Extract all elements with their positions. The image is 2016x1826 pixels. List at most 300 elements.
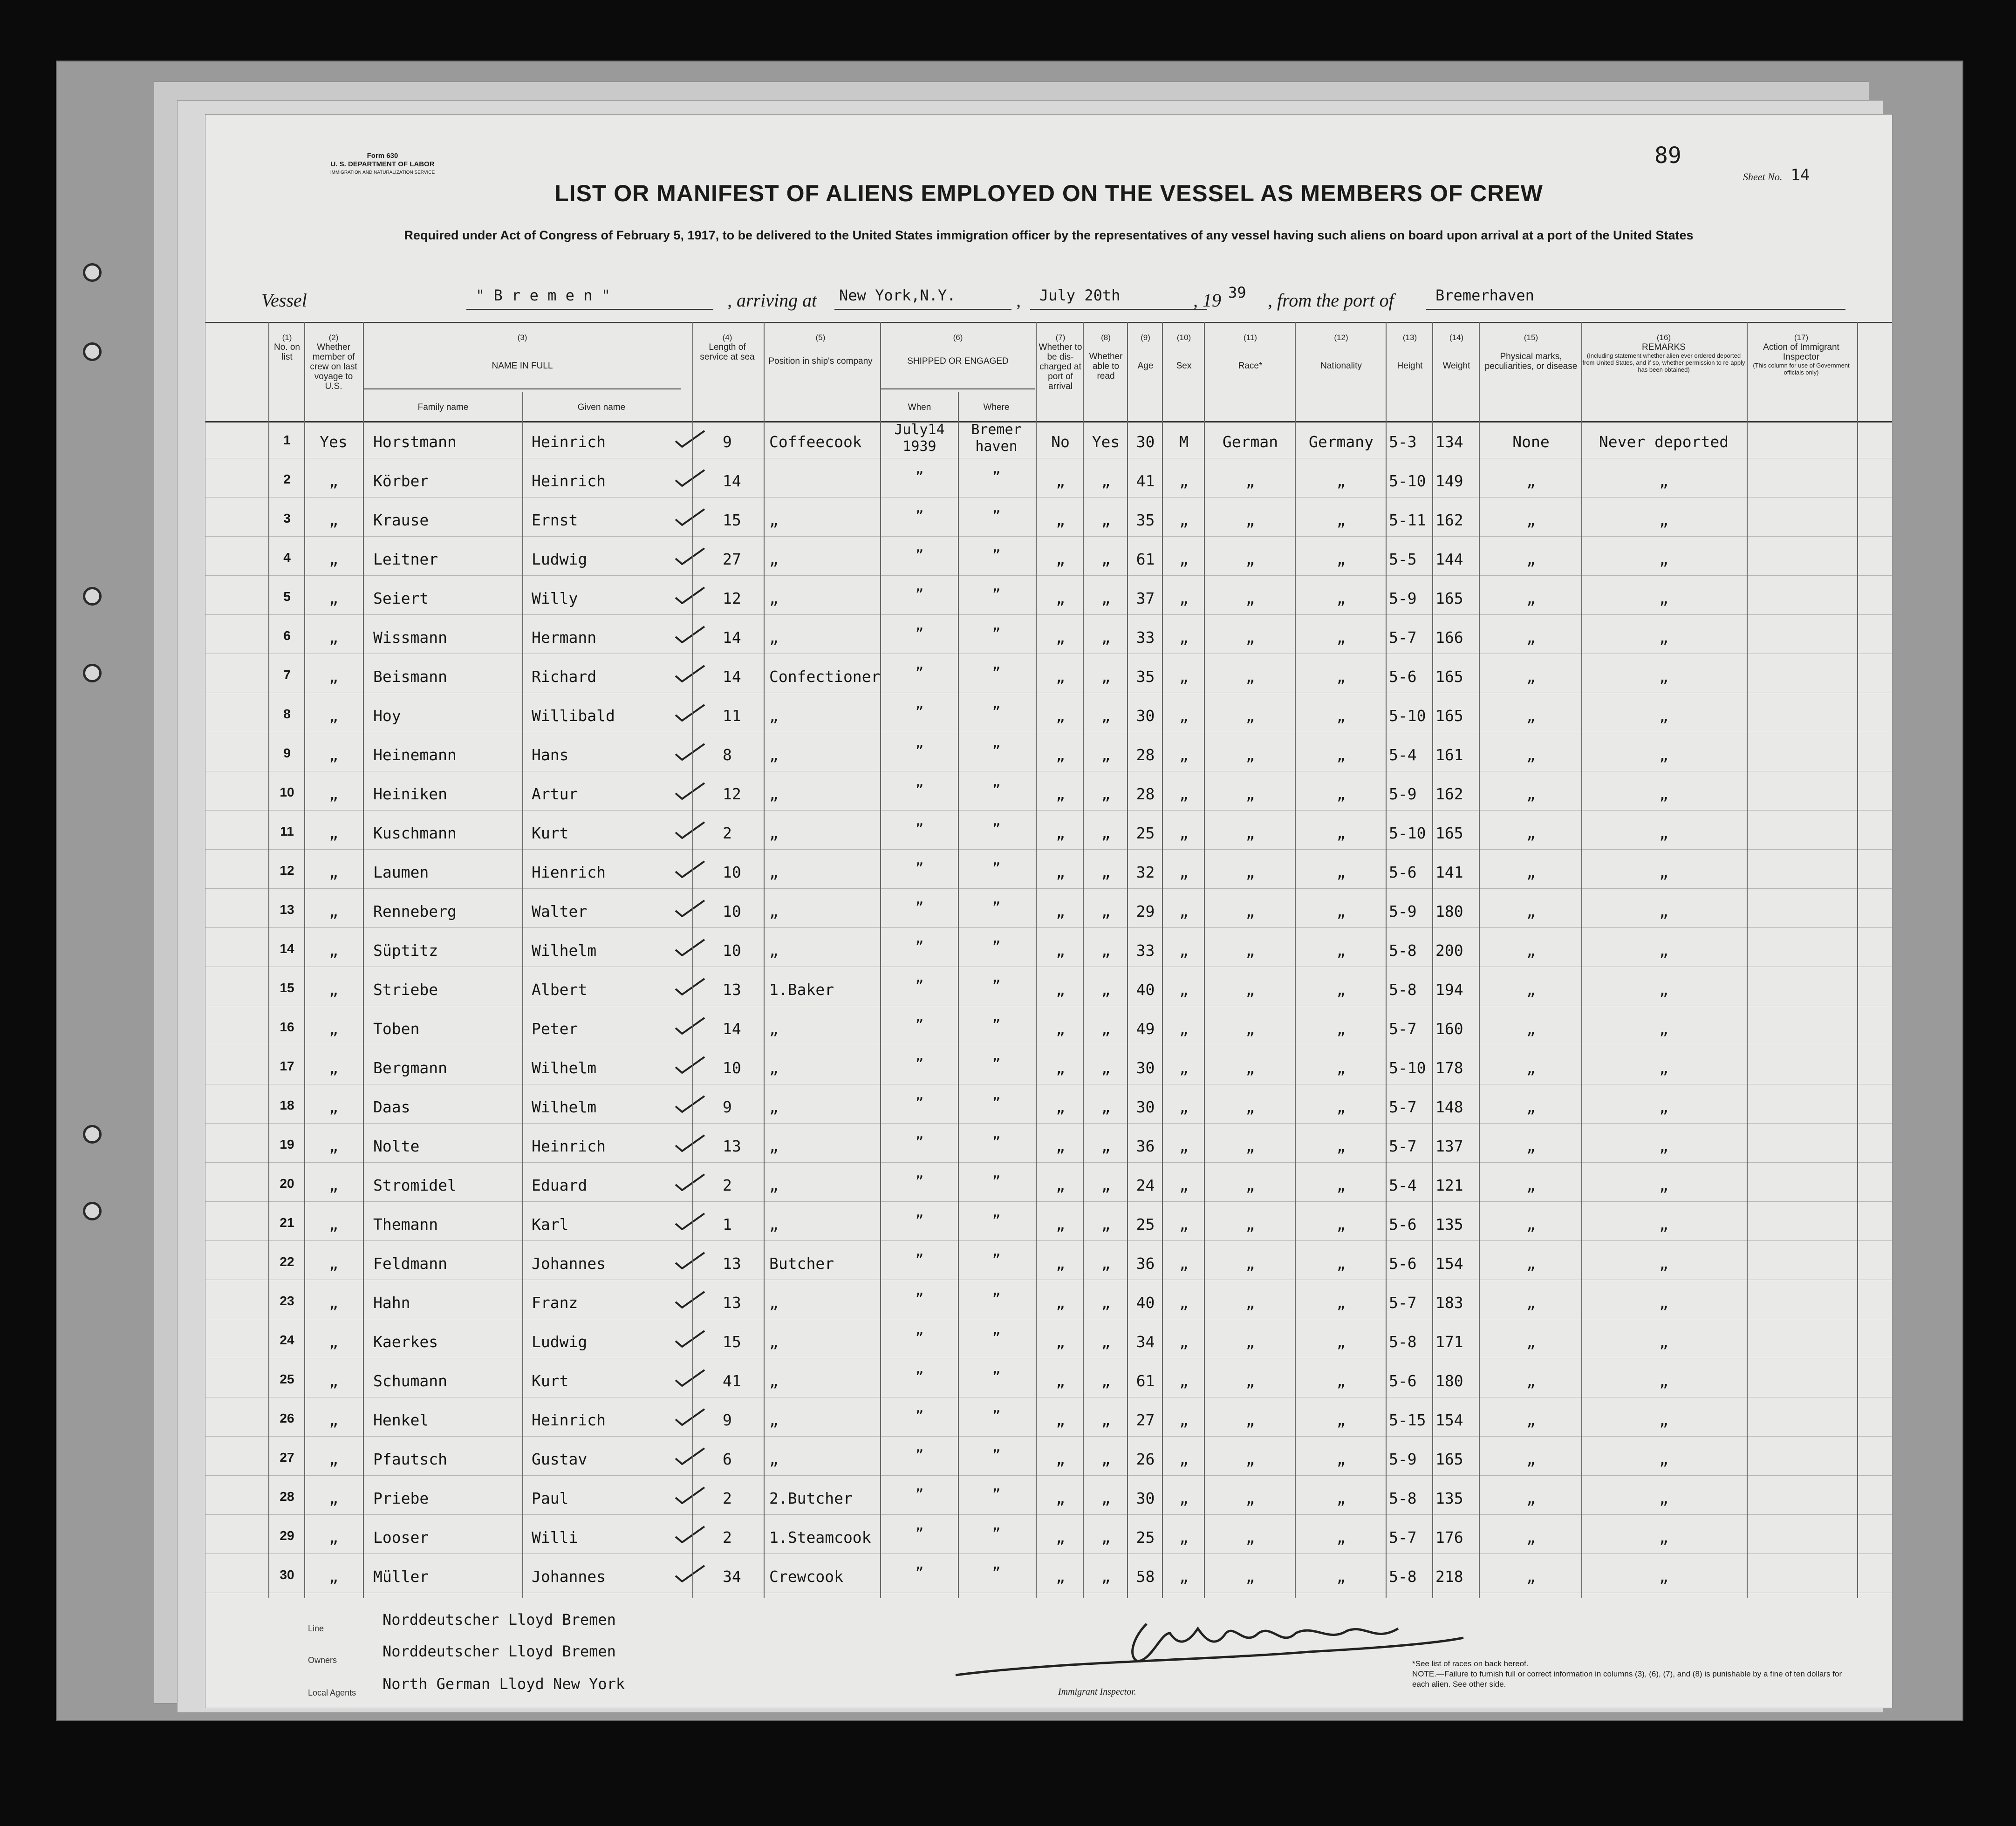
owners-value: Norddeutscher Lloyd Bremen xyxy=(383,1642,616,1660)
cell-read: „ xyxy=(1101,785,1111,803)
cell-marks: „ xyxy=(1526,1098,1536,1116)
cell-family-name: Kuschmann xyxy=(373,824,457,842)
sheet-value: 14 xyxy=(1790,166,1810,184)
cell-age: 30 xyxy=(1136,707,1155,725)
cell-race: „ xyxy=(1245,1176,1255,1194)
cell-read: Yes xyxy=(1092,433,1120,451)
cell-position: „ xyxy=(769,1176,779,1194)
row-number: 15 xyxy=(280,981,294,995)
cell-weight: 200 xyxy=(1435,941,1463,960)
col-8-num: (8) xyxy=(1101,333,1111,342)
cell-read: „ xyxy=(1101,472,1111,490)
cell-read: „ xyxy=(1101,589,1111,607)
cell-prev-voyage: „ xyxy=(329,1215,338,1233)
cell-position: 1.Baker xyxy=(769,981,834,999)
cell-when: „ xyxy=(915,617,924,634)
col-17-sub: (This column for use of Government officials only) xyxy=(1753,362,1850,376)
cell-nationality: „ xyxy=(1336,941,1346,960)
cell-family-name: Beismann xyxy=(373,668,447,686)
cell-position: „ xyxy=(769,1450,779,1468)
col-7-num: (7) xyxy=(1055,333,1066,342)
cell-service: 9 xyxy=(723,1098,732,1116)
cell-marks: None xyxy=(1512,433,1550,451)
cell-race: „ xyxy=(1245,746,1255,764)
cell-given-name: Albert xyxy=(532,981,588,999)
cell-given-name: Gustav xyxy=(532,1450,588,1468)
cell-discharged: „ xyxy=(1056,1372,1065,1390)
cell-when: „ xyxy=(915,1126,924,1142)
cell-when: „ xyxy=(915,1400,924,1416)
cell-remarks: „ xyxy=(1659,589,1668,607)
cell-race: „ xyxy=(1245,550,1255,568)
cell-sex: „ xyxy=(1179,472,1189,490)
cell-remarks: „ xyxy=(1659,1450,1668,1468)
cell-marks: „ xyxy=(1526,550,1536,568)
col-13-label: Height xyxy=(1397,361,1423,371)
form-number: Form 630 xyxy=(367,152,398,160)
row-number: 19 xyxy=(280,1137,294,1151)
table-row xyxy=(205,733,1892,771)
cell-remarks: „ xyxy=(1659,511,1668,529)
check-mark-icon xyxy=(674,1564,706,1582)
cell-given-name: Kurt xyxy=(532,1372,569,1390)
cell-remarks: „ xyxy=(1659,1528,1668,1547)
cell-weight: 135 xyxy=(1435,1215,1463,1233)
cell-position: Butcher xyxy=(769,1254,834,1273)
cell-when: „ xyxy=(915,969,924,986)
cell-prev-voyage: „ xyxy=(329,1254,338,1273)
cell-age: 29 xyxy=(1136,902,1155,920)
cell-position: „ xyxy=(769,550,779,568)
cell-given-name: Hienrich xyxy=(532,863,606,881)
cell-weight: 137 xyxy=(1435,1137,1463,1155)
cell-sex: „ xyxy=(1179,1372,1189,1390)
row-number: 29 xyxy=(280,1528,294,1543)
cell-remarks: „ xyxy=(1659,1020,1668,1038)
cell-marks: „ xyxy=(1526,824,1536,842)
check-mark-icon xyxy=(674,859,706,878)
cell-discharged: „ xyxy=(1056,785,1065,803)
cell-discharged: „ xyxy=(1056,707,1065,725)
cell-marks: „ xyxy=(1526,1059,1536,1077)
cell-remarks: „ xyxy=(1659,1411,1668,1429)
cell-weight: 149 xyxy=(1435,472,1463,490)
cell-height: 5-9 xyxy=(1389,1450,1417,1468)
cell-remarks: „ xyxy=(1659,902,1668,920)
cell-position: 2.Butcher xyxy=(769,1489,853,1507)
cell-marks: „ xyxy=(1526,785,1536,803)
cell-where: Bremer haven xyxy=(971,422,1022,455)
cell-nationality: „ xyxy=(1336,707,1346,725)
manifest-footer xyxy=(205,1605,1892,1708)
cell-age: 36 xyxy=(1136,1254,1155,1273)
cell-where: „ xyxy=(992,500,1001,516)
row-number: 21 xyxy=(280,1215,294,1230)
cell-race: „ xyxy=(1245,1020,1255,1038)
cell-family-name: Horstmann xyxy=(373,433,457,451)
cell-read: „ xyxy=(1101,1294,1111,1312)
cell-when: „ xyxy=(915,500,924,516)
cell-service: 12 xyxy=(723,589,741,607)
cell-race: „ xyxy=(1245,1411,1255,1429)
cell-weight: 160 xyxy=(1435,1020,1463,1038)
cell-where: „ xyxy=(992,656,1001,673)
inspector-label: Immigrant Inspector. xyxy=(1058,1687,1136,1697)
cell-read: „ xyxy=(1101,1176,1111,1194)
line-label: Line xyxy=(308,1624,324,1633)
binder-hole xyxy=(83,664,102,682)
cell-where: „ xyxy=(992,1048,1001,1064)
col-16-label: REMARKS xyxy=(1642,342,1686,352)
cell-discharged: „ xyxy=(1056,511,1065,529)
cell-sex: „ xyxy=(1179,1215,1189,1233)
cell-where: „ xyxy=(992,852,1001,868)
check-mark-icon xyxy=(674,1055,706,1074)
cell-when: „ xyxy=(915,1361,924,1377)
agents-label: Local Agents xyxy=(308,1688,356,1697)
cell-family-name: Bergmann xyxy=(373,1059,447,1077)
col-14-num: (14) xyxy=(1449,333,1464,342)
table-row xyxy=(205,1163,1892,1202)
cell-remarks: „ xyxy=(1659,785,1668,803)
cell-given-name: Willy xyxy=(532,589,578,607)
cell-given-name: Franz xyxy=(532,1294,578,1312)
cell-height: 5-4 xyxy=(1389,746,1417,764)
cell-marks: „ xyxy=(1526,1528,1536,1547)
cell-age: 61 xyxy=(1136,1372,1155,1390)
row-number: 1 xyxy=(283,433,291,447)
cell-race: „ xyxy=(1245,1333,1255,1351)
cell-read: „ xyxy=(1101,1567,1111,1586)
cell-read: „ xyxy=(1101,941,1111,960)
cell-service: 14 xyxy=(723,1020,741,1038)
cell-service: 1 xyxy=(723,1215,732,1233)
cell-prev-voyage: „ xyxy=(329,1411,338,1429)
table-row xyxy=(205,928,1892,967)
cell-read: „ xyxy=(1101,1489,1111,1507)
cell-marks: „ xyxy=(1526,1411,1536,1429)
cell-where: „ xyxy=(992,735,1001,751)
cell-given-name: Heinrich xyxy=(532,1411,606,1429)
col-9-label: Age xyxy=(1137,361,1154,371)
cell-when: „ xyxy=(915,1087,924,1103)
cell-nationality: „ xyxy=(1336,902,1346,920)
cell-marks: „ xyxy=(1526,746,1536,764)
cell-when: „ xyxy=(915,578,924,594)
cell-given-name: Hans xyxy=(532,746,569,764)
cell-prev-voyage: „ xyxy=(329,472,338,490)
cell-given-name: Walter xyxy=(532,902,588,920)
cell-discharged: „ xyxy=(1056,472,1065,490)
cell-read: „ xyxy=(1101,707,1111,725)
cell-sex: „ xyxy=(1179,628,1189,647)
cell-discharged: „ xyxy=(1056,1294,1065,1312)
binder-hole xyxy=(83,1202,102,1220)
cell-discharged: „ xyxy=(1056,1450,1065,1468)
cell-read: „ xyxy=(1101,1450,1111,1468)
cell-given-name: Wilhelm xyxy=(532,1059,597,1077)
cell-service: 8 xyxy=(723,746,732,764)
cell-given-name: Johannes xyxy=(532,1254,606,1273)
cell-family-name: Themann xyxy=(373,1215,438,1233)
cell-discharged: „ xyxy=(1056,1411,1065,1429)
cell-service: 15 xyxy=(723,511,741,529)
cell-remarks: Never deported xyxy=(1599,433,1729,451)
cell-position: „ xyxy=(769,1020,779,1038)
arrival-date: July 20th xyxy=(1039,286,1121,304)
cell-family-name: Renneberg xyxy=(373,902,457,920)
cell-prev-voyage: „ xyxy=(329,863,338,881)
cell-height: 5-11 xyxy=(1389,511,1426,529)
cell-age: 61 xyxy=(1136,550,1155,568)
cell-position: „ xyxy=(769,902,779,920)
cell-sex: „ xyxy=(1179,550,1189,568)
cell-race: „ xyxy=(1245,1528,1255,1547)
cell-sex: „ xyxy=(1179,824,1189,842)
cell-nationality: „ xyxy=(1336,668,1346,686)
cell-marks: „ xyxy=(1526,1020,1536,1038)
cell-remarks: „ xyxy=(1659,1176,1668,1194)
footer-note xyxy=(1412,1659,1859,1690)
row-number: 12 xyxy=(280,863,294,878)
cell-when: „ xyxy=(915,1322,924,1338)
row-number: 22 xyxy=(280,1254,294,1269)
cell-discharged: „ xyxy=(1056,981,1065,999)
cell-height: 5-6 xyxy=(1389,1215,1417,1233)
cell-discharged: „ xyxy=(1056,1137,1065,1155)
cell-marks: „ xyxy=(1526,1294,1536,1312)
cell-service: 6 xyxy=(723,1450,732,1468)
cell-family-name: Pfautsch xyxy=(373,1450,447,1468)
cell-prev-voyage: „ xyxy=(329,511,338,529)
cell-family-name: Nolte xyxy=(373,1137,420,1155)
row-number: 11 xyxy=(280,824,294,838)
cell-where: „ xyxy=(992,695,1001,712)
cell-age: 35 xyxy=(1136,511,1155,529)
cell-age: 30 xyxy=(1136,433,1155,451)
cell-sex: „ xyxy=(1179,746,1189,764)
cell-prev-voyage: „ xyxy=(329,1333,338,1351)
check-mark-icon xyxy=(674,1172,706,1191)
cell-height: 5-3 xyxy=(1389,433,1417,451)
cell-where: „ xyxy=(992,1439,1001,1455)
cell-discharged: „ xyxy=(1056,1215,1065,1233)
cell-marks: „ xyxy=(1526,707,1536,725)
cell-given-name: Willi xyxy=(532,1528,578,1547)
cell-race: „ xyxy=(1245,1450,1255,1468)
cell-height: 5-7 xyxy=(1389,628,1417,647)
col-5-label: Position in ship's company xyxy=(768,356,873,366)
cell-marks: „ xyxy=(1526,981,1536,999)
cell-position: „ xyxy=(769,589,779,607)
cell-when: „ xyxy=(915,1517,924,1533)
cell-race: „ xyxy=(1245,511,1255,529)
cell-sex: „ xyxy=(1179,1098,1189,1116)
cell-sex: „ xyxy=(1179,1567,1189,1586)
cell-family-name: Heinemann xyxy=(373,746,457,764)
cell-service: 14 xyxy=(723,472,741,490)
cell-when: „ xyxy=(915,1478,924,1494)
cell-weight: 144 xyxy=(1435,550,1463,568)
cell-where: „ xyxy=(992,774,1001,790)
cell-remarks: „ xyxy=(1659,1567,1668,1586)
cell-sex: „ xyxy=(1179,981,1189,999)
cell-given-name: Karl xyxy=(532,1215,569,1233)
cell-marks: „ xyxy=(1526,1254,1536,1273)
cell-position: „ xyxy=(769,1215,779,1233)
cell-marks: „ xyxy=(1526,628,1536,647)
cell-given-name: Artur xyxy=(532,785,578,803)
inspector-signature xyxy=(928,1605,1487,1689)
cell-where: „ xyxy=(992,1087,1001,1103)
cell-when: „ xyxy=(915,1282,924,1299)
cell-position: Confectioner xyxy=(769,668,881,686)
cell-read: „ xyxy=(1101,1020,1111,1038)
cell-weight: 154 xyxy=(1435,1411,1463,1429)
cell-race: „ xyxy=(1245,981,1255,999)
cell-when: „ xyxy=(915,1204,924,1220)
cell-read: „ xyxy=(1101,1059,1111,1077)
cell-remarks: „ xyxy=(1659,472,1668,490)
cell-marks: „ xyxy=(1526,863,1536,881)
table-row xyxy=(205,968,1892,1006)
cell-age: 28 xyxy=(1136,746,1155,764)
cell-discharged: „ xyxy=(1056,1020,1065,1038)
cell-nationality: „ xyxy=(1336,1567,1346,1586)
cell-read: „ xyxy=(1101,902,1111,920)
cell-remarks: „ xyxy=(1659,1137,1668,1155)
cell-where: „ xyxy=(992,1243,1001,1260)
line-value: Norddeutscher Lloyd Bremen xyxy=(383,1611,616,1628)
cell-prev-voyage: „ xyxy=(329,1450,338,1468)
cell-race: „ xyxy=(1245,668,1255,686)
cell-position: „ xyxy=(769,941,779,960)
cell-position: „ xyxy=(769,863,779,881)
row-number: 2 xyxy=(283,472,291,486)
cell-position: „ xyxy=(769,1059,779,1077)
page-title: LIST OR MANIFEST OF ALIENS EMPLOYED ON THE VESSEL AS MEMBERS OF CREW xyxy=(554,180,1543,206)
cell-age: 33 xyxy=(1136,628,1155,647)
cell-where: „ xyxy=(992,1400,1001,1416)
cell-family-name: Priebe xyxy=(373,1489,429,1507)
cell-family-name: Süptitz xyxy=(373,941,438,960)
col-4-label: Length of service at sea xyxy=(700,342,755,362)
row-number: 20 xyxy=(280,1176,294,1191)
cell-sex: „ xyxy=(1179,785,1189,803)
cell-discharged: „ xyxy=(1056,668,1065,686)
table-row xyxy=(205,1320,1892,1358)
cell-service: 13 xyxy=(723,1137,741,1155)
check-mark-icon xyxy=(674,899,706,917)
cell-given-name: Ludwig xyxy=(532,550,588,568)
cell-marks: „ xyxy=(1526,1489,1536,1507)
cell-nationality: „ xyxy=(1336,824,1346,842)
cell-marks: „ xyxy=(1526,1567,1536,1586)
cell-where: „ xyxy=(992,1126,1001,1142)
col-1-num: (1) xyxy=(282,333,292,342)
agents-value: North German Lloyd New York xyxy=(383,1675,625,1693)
cell-family-name: Stromidel xyxy=(373,1176,457,1194)
cell-prev-voyage: „ xyxy=(329,1489,338,1507)
cell-weight: 171 xyxy=(1435,1333,1463,1351)
cell-where: „ xyxy=(992,539,1001,555)
cell-where: „ xyxy=(992,578,1001,594)
cell-weight: 162 xyxy=(1435,511,1463,529)
cell-nationality: „ xyxy=(1336,1450,1346,1468)
cell-remarks: „ xyxy=(1659,1294,1668,1312)
cell-discharged: „ xyxy=(1056,1333,1065,1351)
cell-prev-voyage: „ xyxy=(329,824,338,842)
cell-age: 25 xyxy=(1136,824,1155,842)
cell-age: 26 xyxy=(1136,1450,1155,1468)
cell-height: 5-8 xyxy=(1389,941,1417,960)
form-header xyxy=(289,152,476,177)
cell-remarks: „ xyxy=(1659,550,1668,568)
cell-nationality: „ xyxy=(1336,1176,1346,1194)
cell-family-name: Hoy xyxy=(373,707,401,725)
table-row xyxy=(205,576,1892,615)
cell-nationality: „ xyxy=(1336,1254,1346,1273)
cell-weight: 178 xyxy=(1435,1059,1463,1077)
cell-race: „ xyxy=(1245,628,1255,647)
table-row xyxy=(205,1437,1892,1476)
cell-height: 5-10 xyxy=(1389,1059,1426,1077)
cell-service: 10 xyxy=(723,902,741,920)
cell-service: 10 xyxy=(723,1059,741,1077)
cell-where: „ xyxy=(992,1204,1001,1220)
cell-nationality: „ xyxy=(1336,1294,1346,1312)
cell-given-name: Wilhelm xyxy=(532,941,597,960)
cell-height: 5-4 xyxy=(1389,1176,1417,1194)
binder-hole xyxy=(83,1125,102,1144)
cell-remarks: „ xyxy=(1659,1372,1668,1390)
cell-sex: „ xyxy=(1179,589,1189,607)
cell-age: 33 xyxy=(1136,941,1155,960)
cell-height: 5-6 xyxy=(1389,863,1417,881)
cell-discharged: „ xyxy=(1056,1528,1065,1547)
cell-where: „ xyxy=(992,1008,1001,1025)
cell-service: 14 xyxy=(723,668,741,686)
cell-age: 40 xyxy=(1136,981,1155,999)
service-name: IMMIGRATION AND NATURALIZATION SERVICE xyxy=(330,170,435,175)
penalty-note: NOTE.—Failure to furnish full or correct information in columns (3), (6), (7), and (8) is punishable by a fine of ten dollars for each alien. See other side. xyxy=(1412,1669,1842,1689)
cell-discharged: „ xyxy=(1056,1489,1065,1507)
cell-service: 2 xyxy=(723,1176,732,1194)
col-14-label: Weight xyxy=(1442,361,1470,371)
cell-where: „ xyxy=(992,891,1001,907)
cell-when: „ xyxy=(915,656,924,673)
row-number: 10 xyxy=(280,785,294,799)
table-row xyxy=(205,1202,1892,1241)
cell-given-name: Heinrich xyxy=(532,1137,606,1155)
cell-where: „ xyxy=(992,930,1001,947)
cell-race: „ xyxy=(1245,1215,1255,1233)
cell-race: „ xyxy=(1245,863,1255,881)
check-mark-icon xyxy=(674,586,706,604)
cell-marks: „ xyxy=(1526,668,1536,686)
cell-position: „ xyxy=(769,707,779,725)
check-mark-icon xyxy=(674,1329,706,1348)
cell-nationality: „ xyxy=(1336,1215,1346,1233)
cell-where: „ xyxy=(992,461,1001,477)
cell-prev-voyage: „ xyxy=(329,1020,338,1038)
cell-read: „ xyxy=(1101,1137,1111,1155)
row-number: 17 xyxy=(280,1059,294,1073)
cell-family-name: Laumen xyxy=(373,863,429,881)
cell-given-name: Heinrich xyxy=(532,472,606,490)
cell-service: 2 xyxy=(723,824,732,842)
cell-read: „ xyxy=(1101,981,1111,999)
